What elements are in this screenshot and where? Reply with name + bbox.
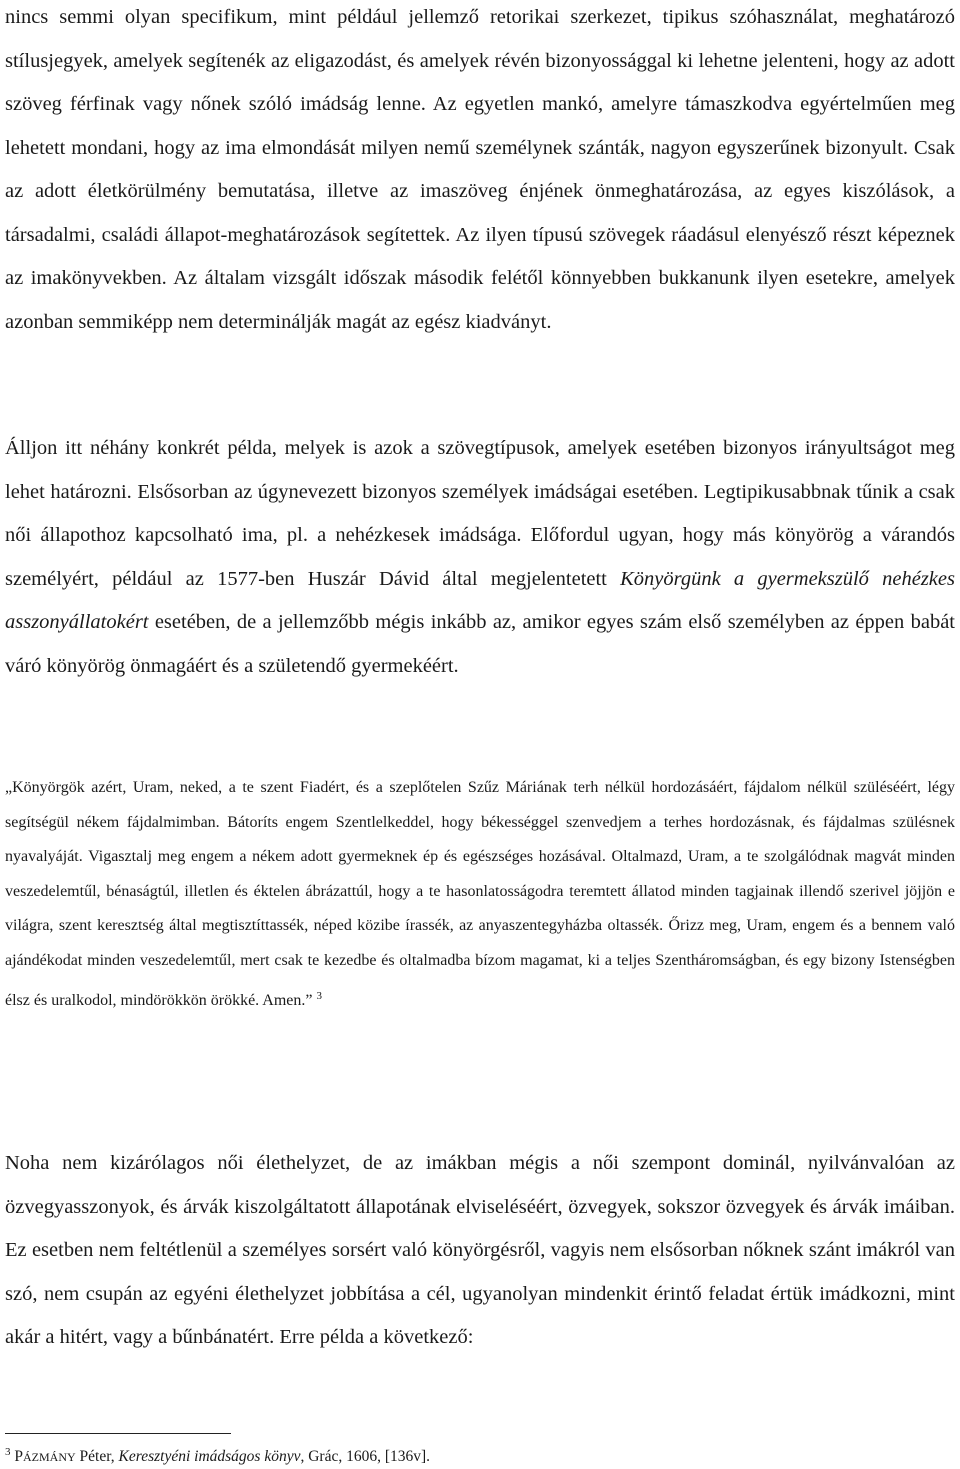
body-paragraph xyxy=(5,427,955,688)
footnote-details: , Grác, 1606, [136v]. xyxy=(300,1448,431,1465)
footnote-work-title: Keresztyéni imádságos könyv xyxy=(118,1448,301,1465)
body-paragraph: Noha nem kizárólagos női élethelyzet, de az imákban mégis a női szempont dominál, nyilvánvalóan az özvegyasszonyok, és árvák kiszolgáltatott állapotának elviseléséért, özvegyek, sokszor özvegyek és árvák imáiban. Ez esetben nem feltétlenül a személyes sorsért való könyörgésről, vagyis nem elsősorban nőknek szánt imákról van szó, nem csupán az egyéni élethelyzet jobbítása a cél, ugyanolyan mindenkit érintő feladat értük imádkozni, mint akár a hitért, vagy a bűnbánatért. Erre példa a következő: xyxy=(5,1152,955,1348)
footnote-number: 3 xyxy=(5,1446,11,1458)
quote-text: „Könyörgök azért, Uram, neked, a te szent Fiadért, és a szeplőtelen Szűz Máriának terh nélkül hordozásáért, fájdalom nélkül szüléséért, légy segítségül nékem fájdalmimban. Bátoríts engem Szentlelkeddel, hogy békességgel szenvedjem a terhes hordozásnak, és fájdalmas szülésnek nyavalyáját. Vigasztalj meg engem a nékem adott gyermeknek ép és egészséges hozásával. Oltalmazd, Uram, a te szolgálódnak magvát minden veszedelemtűl, bénaságtúl, illetlen és éktelen ábrázattúl, hogy a te hasonlatosságodra teremtett állatod minden tagjainak illendő szerivel jöjjön e világra, szent keresztség által megtisztíttassék, néped közibe írassék, az anyaszentegyházba oltassék. Őrizz meg, Uram, engem és a bennem való ajándékodat minden veszedelemtűl, mert csak te kezedbe és oltalmadba bízom magamat, ki a teljes Szentháromságban, és egy bizony Istenségben élsz és uralkodol, mindörökkön örökké. Amen.” xyxy=(5,779,955,1009)
footnote-author-first: Péter, xyxy=(75,1448,119,1465)
footnote xyxy=(5,1440,955,1469)
footnote-author-initial: P xyxy=(14,1448,23,1465)
footnote-reference[interactable]: 3 xyxy=(316,989,322,1002)
footnote-divider xyxy=(5,1433,231,1434)
paragraph-text: Álljon itt néhány konkrét példa, melyek is azok a szövegtípusok, amelyek esetében bizonyos irányultságot meg lehet határozni. Elsősorban az úgynevezett bizonyos személyek imádságai esetében. Legtipikusabbnak tűnik a csak női állapothoz kapcsolható ima, pl. a nehézkesek imádsága. Előfordul ugyan, hogy más könyörög a várandós személyért, például az 1577-ben Huszár Dávid által megjelentetett xyxy=(5,437,955,590)
footnote-author-smallcaps: ÁZMÁNY xyxy=(23,1450,76,1464)
body-paragraph: nincs semmi olyan specifikum, mint például jellemző retorikai szerkezet, tipikus szóhasználat, meghatározó stílusjegyek, amelyek segítenék az eligazodást, és amelyek révén bizonyossággal ki lehetne jelenteni, hogy az adott szöveg férfinak vagy nőnek szóló imádság lenne. Az egyetlen mankó, amelyre támaszkodva egyértelműen meg lehetett mondani, hogy az ima elmondását milyen nemű személynek szánták, nagyon egyszerűnek bizonyult. Csak az adott életkörülmény bemutatása, illetve az imaszöveg énjének önmeghatározása, az egyes kiszólások, a társadalmi, családi állapot-meghatározások segítettek. Az ilyen típusú szövegek ráadásul elenyésző részt képeznek az imakönyvekben. Az általam vizsgált időszak második felétől könnyebben bukkanunk ilyen esetekre, amelyek azonban semmiképp nem determinálják magát az egész kiadványt. xyxy=(5,6,955,333)
block-quote xyxy=(5,771,955,1018)
paragraph-text: esetében, de a jellemzőbb mégis inkább az, amikor egyes szám első személyben az éppen babát váró könyörög önmagáért és a születendő gyermekéért. xyxy=(5,611,955,677)
cited-work-title: Könyörgünk a gyermekszülő nehézkes asszonyállatokért xyxy=(5,567,955,633)
